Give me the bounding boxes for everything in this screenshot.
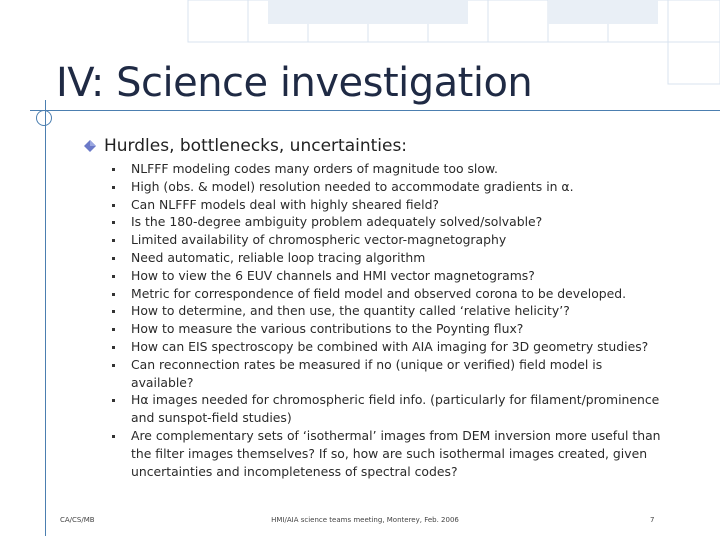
list-item (108, 267, 668, 285)
square-bullet-icon (112, 204, 115, 207)
square-bullet-icon (112, 435, 115, 438)
list-item (108, 178, 668, 196)
square-bullet-icon (112, 328, 115, 331)
list-item-text: How to measure the various contributions to the Poynting flux? (131, 321, 524, 337)
rule-circle-ornament (36, 110, 52, 126)
list-item-text: Metric for correspondence of field model and observed corona to be developed. (131, 285, 627, 301)
list-item (108, 356, 668, 392)
list-item-text: Are complementary sets of ‘isothermal’ images from DEM inversion more useful than the filter images themselves? If so, how are such isothermal images created, given uncertainties and incompleteness of spectral codes? (131, 427, 661, 479)
list-item (108, 249, 668, 267)
left-vertical-rule (45, 100, 46, 536)
list-item-text: Hα images needed for chromospheric field info. (particularly for filament/prominence and sunspot-field studies) (131, 392, 660, 426)
page-number: 7 (650, 516, 655, 524)
list-item (108, 302, 668, 320)
square-bullet-icon (112, 239, 115, 242)
list-item-text: Can reconnection rates be measured if no (unique or verified) field model is available? (131, 356, 603, 390)
list-item (108, 320, 668, 338)
diamond-bullet-icon (84, 140, 96, 152)
list-item (108, 427, 668, 480)
list-item-text: High (obs. & model) resolution needed to accommodate gradients in α. (131, 178, 574, 194)
list-item (108, 213, 668, 231)
list-item (108, 338, 668, 356)
list-item (108, 285, 668, 303)
list-item-text: How to view the 6 EUV channels and HMI vector magnetograms? (131, 267, 535, 283)
list-item (108, 391, 668, 427)
slide-title: IV: Science investigation (56, 60, 533, 106)
list-item-text: How to determine, and then use, the quantity called ‘relative helicity’? (131, 303, 570, 319)
list-item-text: How can EIS spectroscopy be combined with AIA imaging for 3D geometry studies? (131, 338, 649, 354)
list-item-text: Is the 180-degree ambiguity problem adequately solved/solvable? (131, 214, 543, 230)
square-bullet-icon (112, 346, 115, 349)
square-bullet-icon (112, 186, 115, 189)
list-item-text: Need automatic, reliable loop tracing algorithm (131, 249, 426, 265)
square-bullet-icon (112, 364, 115, 367)
footer-meeting: HMI/AIA science teams meeting, Monterey, Feb. 2006 (271, 516, 459, 524)
square-bullet-icon (112, 221, 115, 224)
section-heading-text: Hurdles, bottlenecks, uncertainties: (104, 136, 408, 156)
section-heading (84, 136, 407, 156)
square-bullet-icon (112, 293, 115, 296)
list-item (108, 196, 668, 214)
list-item (108, 231, 668, 249)
list-item-text: Limited availability of chromospheric vector-magnetography (131, 232, 507, 248)
square-bullet-icon (112, 399, 115, 402)
square-bullet-icon (112, 168, 115, 171)
footer-authors: CA/CS/MB (60, 516, 95, 524)
hurdles-list (108, 160, 668, 480)
list-item-text: NLFFF modeling codes many orders of magnitude too slow. (131, 161, 498, 176)
list-item (108, 160, 668, 178)
title-divider (30, 110, 720, 111)
square-bullet-icon (112, 257, 115, 260)
square-bullet-icon (112, 310, 115, 313)
list-item-text: Can NLFFF models deal with highly sheared field? (131, 196, 440, 212)
square-bullet-icon (112, 275, 115, 278)
